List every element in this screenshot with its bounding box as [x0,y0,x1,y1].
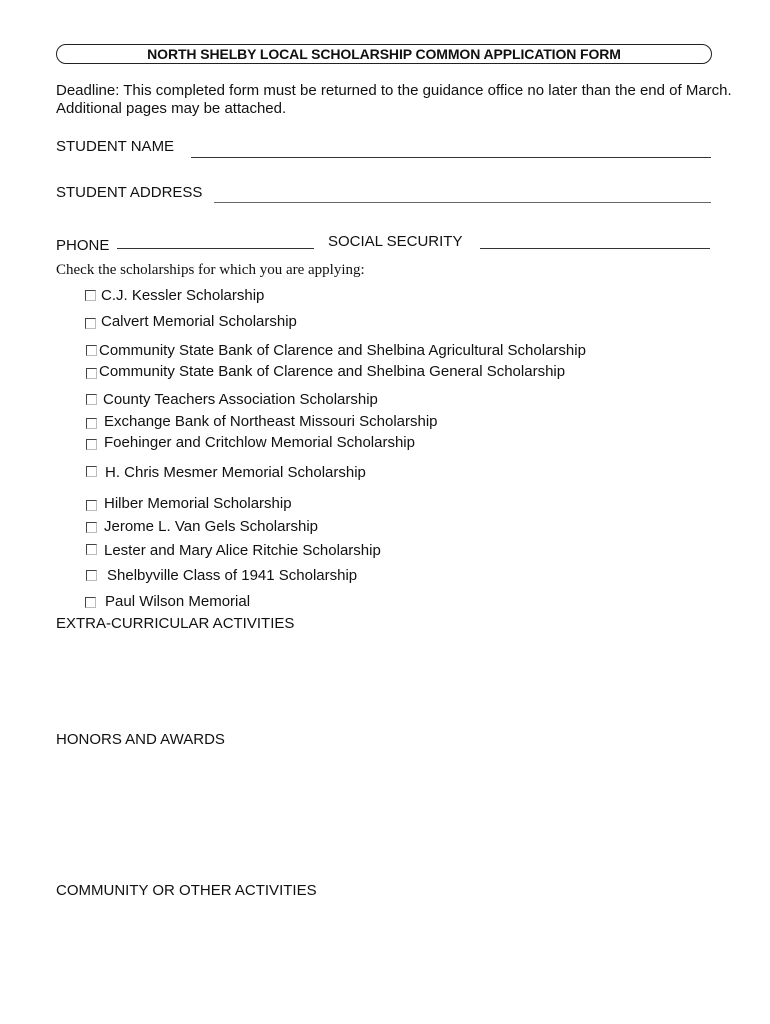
checkbox[interactable] [86,466,97,477]
scholarship-item-foehinger[interactable] [86,434,415,451]
scholarship-label: H. Chris Mesmer Memorial Scholarship [105,464,366,481]
scholarship-label: Calvert Memorial Scholarship [101,313,297,330]
student-name-label: STUDENT NAME [56,138,175,155]
scholarship-label: Hilber Memorial Scholarship [104,495,292,512]
checkbox[interactable] [86,418,97,429]
scholarship-label: Community State Bank of Clarence and Shelbina Agricultural Scholarship [99,342,586,359]
scholarship-item-shelbyville[interactable] [86,567,357,584]
checkbox[interactable] [86,544,97,555]
deadline-text: Deadline: This completed form must be returned to the guidance office no later than the end of March. Additional pages may be attached. [56,82,732,117]
extracurricular-heading: EXTRA-CURRICULAR ACTIVITIES [56,615,295,632]
scholarship-label: Shelbyville Class of 1941 Scholarship [107,567,358,584]
scholarship-label: Jerome L. Van Gels Scholarship [104,518,318,535]
scholarship-label: County Teachers Association Scholarship [103,391,378,408]
scholarship-label: Community State Bank of Clarence and Shelbina General Scholarship [99,363,566,380]
student-name-field[interactable] [191,157,711,158]
social-security-label: SOCIAL SECURITY [328,233,463,250]
scholarship-prompt: Check the scholarships for which you are applying: [56,262,365,278]
phone-field[interactable] [117,248,314,249]
scholarship-item-calvert[interactable] [85,313,297,330]
phone-label: PHONE [56,237,110,254]
checkbox[interactable] [86,522,97,533]
checkbox[interactable] [86,500,97,511]
scholarship-item-csb-general[interactable] [86,363,565,380]
checkbox[interactable] [86,439,97,450]
checkbox[interactable] [86,394,97,405]
student-address-field[interactable] [214,202,711,203]
scholarship-item-hilber[interactable] [86,495,292,512]
student-address-label: STUDENT ADDRESS [56,184,203,201]
checkbox[interactable] [85,318,96,329]
scholarship-label: Paul Wilson Memorial [105,593,251,610]
scholarship-item-ritchie[interactable] [86,542,381,559]
scholarship-item-kessler[interactable] [85,287,264,304]
scholarship-item-exchange-bank[interactable] [86,413,438,430]
honors-heading: HONORS AND AWARDS [56,731,225,748]
scholarship-item-county-teachers[interactable] [86,391,378,408]
scholarship-label: C.J. Kessler Scholarship [101,287,265,304]
scholarship-item-mesmer[interactable] [86,464,366,481]
scholarship-label: Exchange Bank of Northeast Missouri Scholarship [104,413,438,430]
community-heading: COMMUNITY OR OTHER ACTIVITIES [56,882,317,899]
scholarship-item-van-gels[interactable] [86,518,318,535]
checkbox[interactable] [85,597,96,608]
scholarship-label: Lester and Mary Alice Ritchie Scholarship [104,542,381,559]
scholarship-item-csb-agricultural[interactable] [86,342,586,359]
checkbox[interactable] [86,368,97,379]
checkbox[interactable] [86,570,97,581]
scholarship-item-paul-wilson[interactable] [85,593,250,610]
checkbox[interactable] [85,290,96,301]
social-security-field[interactable] [480,248,710,249]
scholarship-label: Foehinger and Critchlow Memorial Scholarship [104,434,415,451]
form-title: NORTH SHELBY LOCAL SCHOLARSHIP COMMON APPLICATION FORM [147,46,621,62]
checkbox[interactable] [86,345,97,356]
form-title-box [56,44,712,64]
